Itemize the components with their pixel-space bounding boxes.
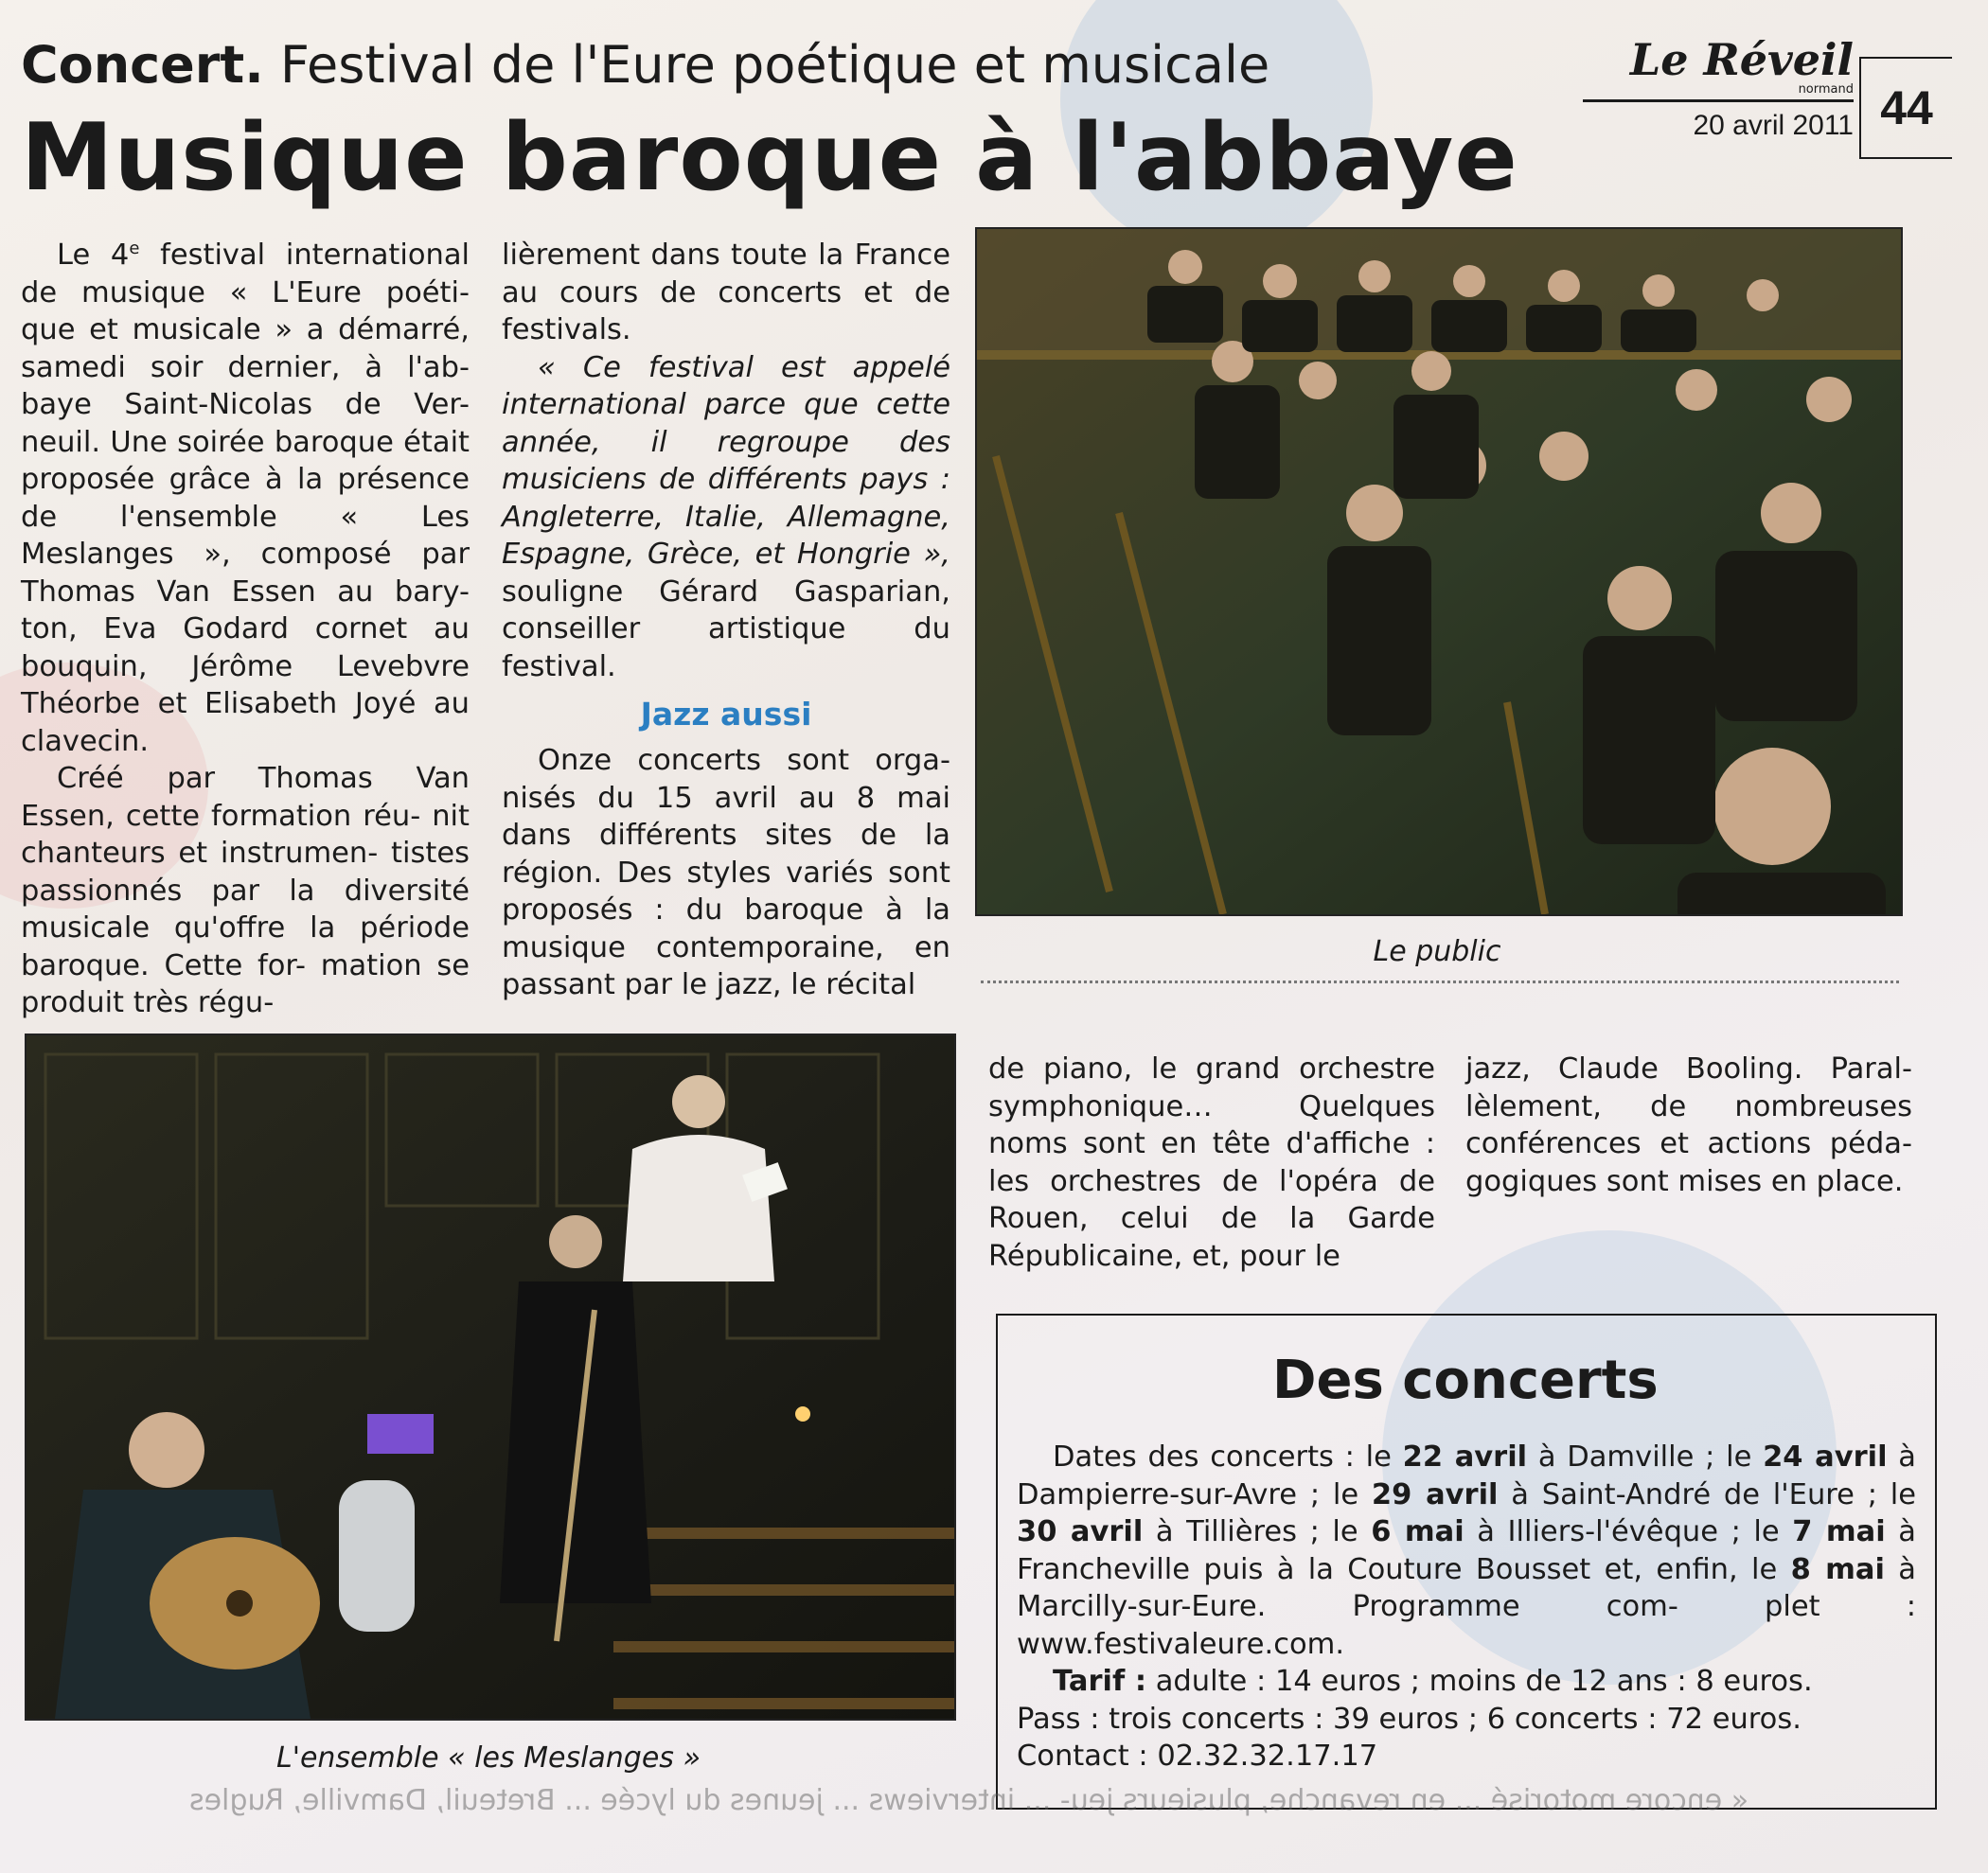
paragraph: jazz, Claude Booling. Paral- lèlement, de nombreuses conférences et actions péda- gogiques sont mises en place. — [1465, 1052, 1912, 1198]
paragraph: Onze concerts sont orga- nisés du 15 avril au 8 mai dans différents sites de la région. Des styles variés sont proposés : du baroque à la musique contemporaine, en passant par le jazz, le récital — [502, 744, 950, 1001]
info-box-title: Des concerts — [1272, 1350, 1659, 1411]
paragraph: Créé par Thomas Van Essen, cette formation réu- nit chanteurs et instrumen- tistes passionnés par la diversité musicale qu'offre la période baroque. Cette for- mation se produit très régu- — [21, 762, 470, 1019]
caption-ensemble: L'ensemble « les Meslanges » — [275, 1741, 701, 1775]
pass: Pass : trois concerts : 39 euros ; 6 concerts : 72 euros. — [1017, 1702, 1802, 1736]
photo-ensemble — [25, 1034, 956, 1721]
text-column-3 — [988, 1051, 1435, 1275]
caption-public: Le public — [1373, 935, 1501, 968]
concert-dates: Dates des concerts : le 22 avril à Damville ; le 24 avril à Dampierre-sur-Avre ; le 29 avril à Saint-André de l'Eure ; le 30 avril à Tillières ; le 6 mai à Illiers-l'évêque ; le 7 mai à Francheville puis à la Couture Bousset et, enfin, le 8 mai à Marcilly-sur-Eure. Programme com- plet : www.festivaleure.com. — [1017, 1440, 1916, 1661]
publication-date: 20 avril 2011 — [1693, 110, 1854, 141]
bleed-through-text: « encore motorisé ... en revanche, plusieurs jeu- ... interviews ... jeunes du lycée ... Breteuil, Damville, Rugles — [189, 1784, 1749, 1817]
paragraph: lièrement dans toute la France au cours de concerts et de festivals. — [502, 239, 950, 346]
dotted-separator — [981, 981, 1899, 983]
newspaper-name: Le Réveil — [1629, 34, 1854, 85]
text-column-1 — [21, 237, 470, 1022]
ensemble-photo-illustration — [27, 1035, 954, 1719]
page-number: 44 — [1859, 57, 1952, 159]
audience-photo-illustration — [977, 229, 1901, 914]
contact: Contact : 02.32.32.17.17 — [1017, 1740, 1378, 1773]
article-headline: Musique baroque à l'abbaye — [21, 104, 1518, 212]
photo-audience — [975, 227, 1903, 916]
paragraph: Le 4e festival international de musique « L'Eure poéti- que et musicale » a démarré, samedi soir dernier, à l'ab- baye Saint-Nicolas de Ver- neuil. Une soirée baroque était proposée grâce à la présence de l'ensemble « Les Meslanges », composé par Thomas Van Essen au bary- ton, Eva Godard cornet au bouquin, Jérôme Levebvre Théorbe et Elisabeth Joyé au clavecin. — [21, 238, 470, 758]
text-column-2 — [502, 237, 950, 1004]
info-box-body — [1017, 1439, 1916, 1776]
newspaper-subname: normand — [1798, 82, 1854, 97]
paragraph: de piano, le grand orchestre symphonique… Quelques noms sont en tête d'affiche : les orchestres de l'opéra de Rouen, celui de la Garde Républicaine, et, pour le — [988, 1052, 1435, 1273]
info-box-concerts — [996, 1314, 1937, 1810]
tarif: Tarif : adulte : 14 euros ; moins de 12 ans : 8 euros. — [1053, 1665, 1813, 1698]
paragraph: « Ce festival est appelé international parce que cette année, il regroupe des musiciens de différents pays : Angleterre, Italie, Allemagne, Espagne, Grèce, et Hongrie », souligne Gérard Gasparian, conseiller artistique du festival. — [502, 350, 950, 683]
article-kicker: Concert. Festival de l'Eure poétique et musicale — [21, 35, 1270, 95]
text-column-4 — [1465, 1051, 1912, 1200]
masthead-rule — [1583, 99, 1854, 102]
subheading-jazz-aussi: Jazz aussi — [640, 696, 812, 733]
masthead — [1583, 34, 1854, 142]
